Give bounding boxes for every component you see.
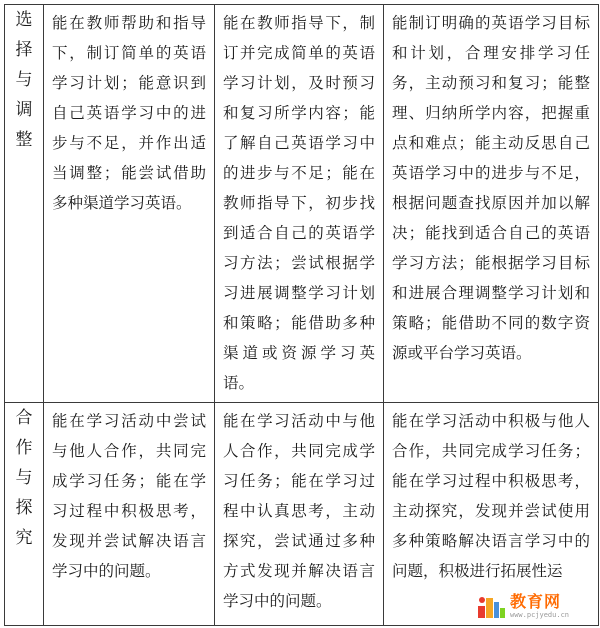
cell-text: 能在学习活动中尝试与他人合作，共同完成学习任务；能在学习过程中积极思考，发现并尝试解决语言学习中的问题。 [52,412,206,580]
table-cell [44,403,215,626]
row-category-label: 选择与调整 [15,10,33,150]
cell-text: 能在学习活动中积极与他人合作，共同完成学习任务；能在学习过程中积极思考，主动探究，发现并尝试使用多种策略解决语言学习中的问题，积极进行拓展性运 [392,412,590,580]
table-cell [215,5,384,403]
watermark-url: www.pcjyedu.cn [510,610,570,619]
cell-text: 能在学习活动中与他人合作，共同完成学习任务；能在学习过程中认真思考，主动探究，尝试通过多种方式发现并解决语言学习中的问题。 [223,412,375,610]
row-category-label: 合作与探究 [15,408,33,548]
row-category-cell [5,403,44,626]
watermark-brand: 教育网 [510,591,562,611]
table-row [5,5,599,403]
table-cell [215,403,384,626]
learning-ability-table [4,4,599,626]
colored-blocks-logo-icon [476,592,506,620]
row-category-cell [5,5,44,403]
cell-text: 能在教师帮助和指导下，制订简单的英语学习计划；能意识到自己英语学习中的进步与不足，并作出适当调整；能尝试借助多种渠道学习英语。 [52,14,206,212]
table-cell [44,5,215,403]
watermark-text [510,593,569,620]
site-watermark [474,588,594,624]
cell-text: 能在教师指导下，制订并完成简单的英语学习计划，及时预习和复习所学内容；能了解自己英语学习中的进步与不足；能在教师指导下，初步找到适合自己的英语学习方法；尝试根据学习进展调整学习计划和策略；能借助多种渠道或资源学习英语。 [223,14,375,392]
table-cell [384,5,599,403]
cell-text: 能制订明确的英语学习目标和计划，合理安排学习任务，主动预习和复习；能整理、归纳所学内容，把握重点和难点；能主动反思自己英语学习中的进步与不足，根据问题查找原因并加以解决；能找到适合自己的英语学习方法；能根据学习目标和进展合理调整学习计划和策略；能借助不同的数字资源或平台学习英语。 [392,14,590,362]
